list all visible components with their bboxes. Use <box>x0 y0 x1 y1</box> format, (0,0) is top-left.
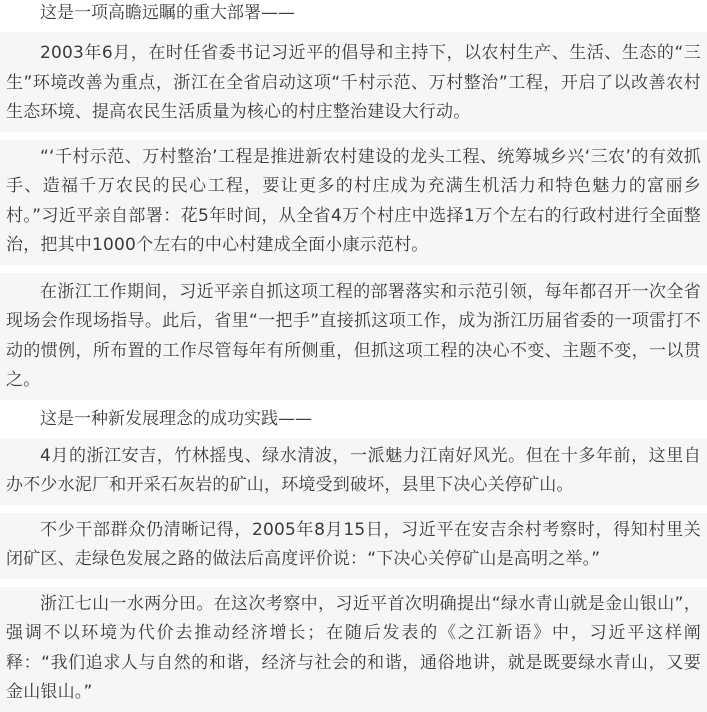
paragraph-6: 浙江七山一水两分田。在这次考察中，习近平首次明确提出“绿水青山就是金山银山”，强调不以环境为代价去推动经济增长；在随后发表的《之江新语》中，习近平这样阐释：“我们追求人与自然的和谐，经济与社会的和谐，通俗地讲，就是既要绿水青山，又要金山银山。” <box>0 587 707 712</box>
paragraph-4: 4月的浙江安吉，竹林摇曳、绿水清波，一派魅力江南好风光。但在十多年前，这里自办不少水泥厂和开采石灰岩的矿山，环境受到破坏，县里下决心关停矿山。 <box>0 438 707 505</box>
spacer <box>0 265 707 273</box>
spacer <box>0 505 707 513</box>
paragraph-5: 不少干部群众仍清晰记得，2005年8月15日，习近平在安吉余村考察时，得知村里关闭矿区、走绿色发展之路的做法后高度评价说：“下决心关停矿山是高明之举。” <box>0 513 707 579</box>
section-heading-2: 这是一种新发展理念的成功实践—— <box>0 404 707 434</box>
spacer <box>0 579 707 587</box>
paragraph-2: “‘千村示范、万村整治’工程是推进新农村建设的龙头工程、统筹城乡兴‘三农’的有效抓手、造福千万农民的民心工程，要让更多的村庄成为充满生机活力和特色魅力的富丽乡村。”习近平亲自部署：花5年时间，从全省4万个村庄中选择1万个左右的行政村进行全面整治，把其中1000个左右的中心村建成全面小康示范村。 <box>0 140 707 265</box>
paragraph-1: 2003年6月，在时任省委书记习近平的倡导和主持下，以农村生产、生活、生态的“三生”环境改善为重点，浙江在全省启动这项“千村示范、万村整治”工程，开启了以改善农村生态环境、提高农民生活质量为核心的村庄整治建设大行动。 <box>0 32 707 132</box>
spacer <box>0 132 707 140</box>
paragraph-3: 在浙江工作期间，习近平亲自抓这项工程的部署落实和示范引领，每年都召开一次全省现场会作现场指导。此后，省里“一把手”直接抓这项工作，成为浙江历届省委的一项雷打不动的惯例，所布置的工作尽管每年有所侧重，但抓这项工程的决心不变、主题不变，一以贯之。 <box>0 273 707 400</box>
section-heading-1: 这是一项高瞻远瞩的重大部署—— <box>0 0 707 28</box>
